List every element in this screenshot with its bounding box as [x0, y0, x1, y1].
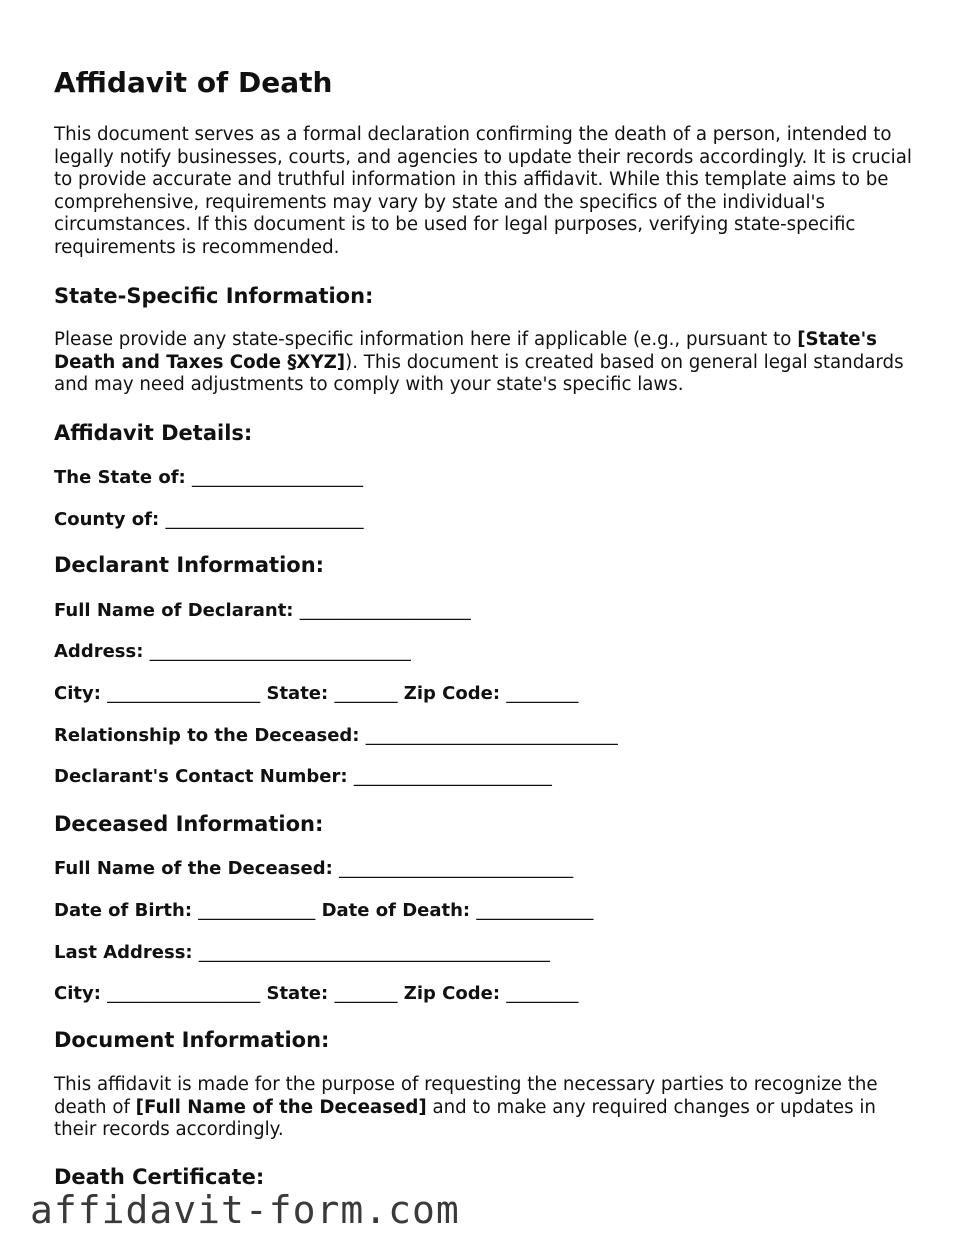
declarant-name-field — [54, 600, 471, 622]
declarant-city-blank[interactable]: _________________ — [107, 683, 261, 704]
declarant-address-field — [54, 641, 411, 663]
date-of-death-blank[interactable]: _____________ — [476, 900, 594, 921]
state-specific-heading: State-Specific Information: — [54, 284, 374, 308]
relationship-field — [54, 725, 618, 747]
last-address-field — [54, 942, 550, 964]
declarant-heading: Declarant Information: — [54, 553, 325, 577]
deceased-name-label: Full Name of the Deceased: — [54, 858, 333, 879]
last-address-blank[interactable]: _______________________________________ — [198, 942, 550, 963]
declarant-address-blank[interactable]: _____________________________ — [149, 641, 411, 662]
deceased-city-blank[interactable]: _________________ — [107, 983, 261, 1004]
state-of-field — [54, 467, 363, 489]
date-of-death-label: Date of Death: — [321, 900, 471, 921]
deceased-city-state-zip-field — [54, 983, 578, 1005]
document-info-paragraph — [54, 1074, 919, 1142]
state-of-blank[interactable]: ___________________ — [192, 467, 364, 488]
document-info-text-before: This affidavit is made for the purpose of requesting the necessary parties to recognize the death of — [54, 1074, 878, 1118]
state-specific-text-before: Please provide any state-specific information here if applicable (e.g., pursuant to — [54, 329, 798, 350]
county-of-blank[interactable]: ______________________ — [165, 509, 364, 530]
county-of-field — [54, 509, 364, 531]
intro-paragraph: This document serves as a formal declaration confirming the death of a person, intended to legally notify businesses, courts, and agencies to update their records accordingly. It is crucial to provide accurate and truthful information in this affidavit. While this template aims to be comprehensive, requirements may vary by state and the specifics of the individual's circumstances. If this document is to be used for legal purposes, verifying state-specific requirements is recommended. — [54, 124, 912, 258]
affidavit-details-heading: Affidavit Details: — [54, 421, 253, 445]
deceased-heading: Deceased Information: — [54, 812, 324, 836]
contact-number-label: Declarant's Contact Number: — [54, 766, 348, 787]
declarant-zip-label: Zip Code: — [403, 683, 501, 704]
contact-number-blank[interactable]: ______________________ — [353, 766, 552, 787]
state-of-label: The State of: — [54, 467, 186, 488]
death-certificate-heading: Death Certificate: — [54, 1165, 265, 1189]
deceased-name-blank[interactable]: __________________________ — [339, 858, 574, 879]
document-info-text-after: and to make any required changes or updates in their records accordingly. — [54, 1096, 876, 1140]
relationship-blank[interactable]: ____________________________ — [365, 725, 618, 746]
watermark: affidavit-form.com — [30, 1188, 460, 1232]
declarant-name-label: Full Name of Declarant: — [54, 600, 294, 621]
declarant-zip-blank[interactable]: ________ — [506, 683, 579, 704]
date-of-birth-blank[interactable]: _____________ — [198, 900, 316, 921]
deceased-name-reference: [Full Name of the Deceased] — [135, 1096, 427, 1118]
declarant-name-blank[interactable]: ___________________ — [299, 600, 471, 621]
deceased-city-label: City: — [54, 983, 101, 1004]
last-address-label: Last Address: — [54, 942, 193, 963]
declarant-address-label: Address: — [54, 641, 144, 662]
deceased-name-field — [54, 858, 573, 880]
deceased-zip-label: Zip Code: — [403, 983, 501, 1004]
declarant-state-blank[interactable]: _______ — [334, 683, 398, 704]
contact-number-field — [54, 766, 552, 788]
document-info-heading: Document Information: — [54, 1028, 330, 1052]
relationship-label: Relationship to the Deceased: — [54, 725, 360, 746]
state-specific-paragraph — [54, 329, 919, 397]
county-of-label: County of: — [54, 509, 160, 530]
deceased-zip-blank[interactable]: ________ — [506, 983, 579, 1004]
declarant-state-label: State: — [266, 683, 329, 704]
declarant-city-label: City: — [54, 683, 101, 704]
declarant-city-state-zip-field — [54, 683, 578, 705]
birth-death-dates-field — [54, 900, 593, 922]
deceased-state-blank[interactable]: _______ — [334, 983, 398, 1004]
page-title: Affidavit of Death — [54, 66, 333, 99]
date-of-birth-label: Date of Birth: — [54, 900, 193, 921]
deceased-state-label: State: — [266, 983, 329, 1004]
state-code-reference: [State's Death and Taxes Code §XYZ] — [54, 329, 877, 373]
state-specific-text-after: ). This document is created based on general legal standards and may need adjustments to comply with your state's specific laws. — [54, 351, 904, 395]
